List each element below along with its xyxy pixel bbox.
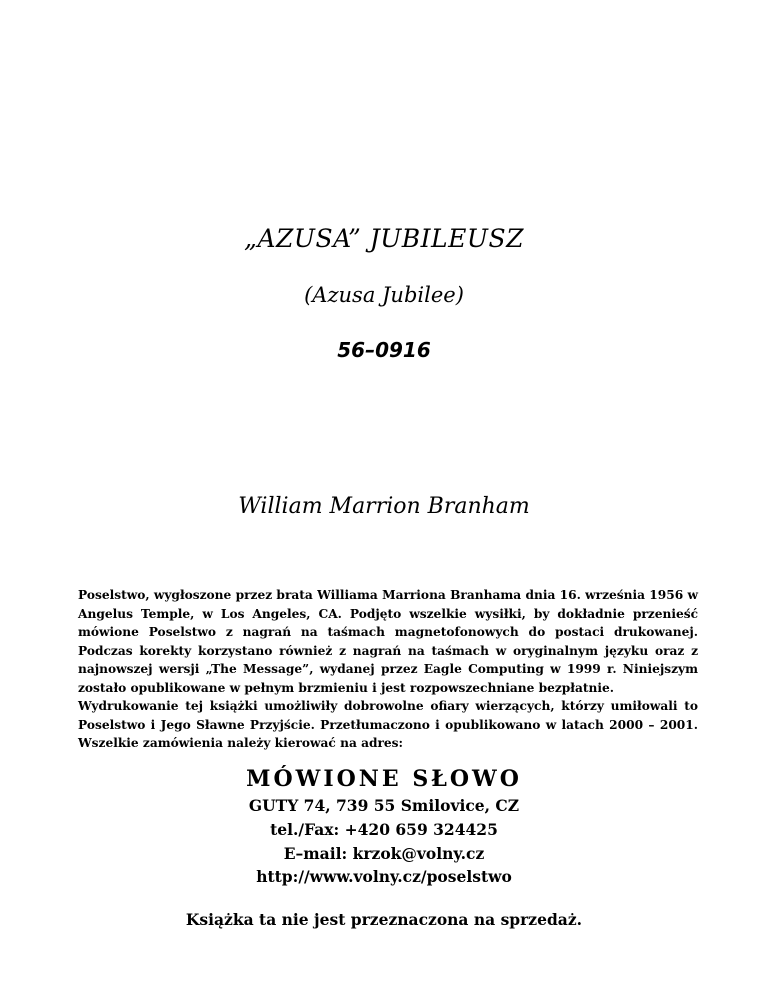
publisher-address: GUTY 74, 739 55 Smilovice, CZ xyxy=(248,796,520,815)
paragraph-line: Poselstwo i Jego Sławne Przyjście. Przetłumaczono i opublikowano w latach 2000 – 2001. xyxy=(78,717,698,732)
sermon-code: 56–0916 xyxy=(337,338,431,362)
not-for-sale-notice: Książka ta nie jest przeznaczona na sprzedaż. xyxy=(185,910,583,929)
paragraph-line: zostało opublikowane w pełnym brzmieniu i jest rozpowszechniane bezpłatnie. xyxy=(78,680,615,695)
paragraph-line: Wszelkie zamówienia należy kierować na adres: xyxy=(78,736,404,751)
document-subtitle: (Azusa Jubilee) xyxy=(304,283,464,307)
publisher-website: http://www.volny.cz/poselstwo xyxy=(256,867,512,886)
description-paragraph xyxy=(78,586,698,698)
publisher-name: MÓWIONE SŁOWO xyxy=(246,766,522,792)
document-title: „AZUSA” JUBILEUSZ xyxy=(244,224,524,253)
paragraph-line: Wydrukowanie tej książki umożliwiły dobrowolne ofiary wierzących, którzy umiłowali to xyxy=(78,699,698,713)
publisher-phone: tel./Fax: +420 659 324425 xyxy=(270,820,498,839)
paragraph-line: Podczas korekty korzystano również z nagrań na taśmach w oryginalnym języku oraz z xyxy=(78,643,698,658)
paragraph-line: mówione Poselstwo z nagrań na taśmach magnetofonowych do postaci drukowanej. xyxy=(78,625,698,640)
paragraph-line: Angelus Temple, w Los Angeles, CA. Podjęto wszelkie wysiłki, by dokładnie przenieść xyxy=(78,606,698,621)
publisher-email: E–mail: krzok@volny.cz xyxy=(283,844,485,863)
author-name: William Marrion Branham xyxy=(238,494,530,519)
paragraph-line: Poselstwo, wygłoszone przez brata Williama Marriona Branhama dnia 16. września 1956 w xyxy=(78,588,698,602)
funding-paragraph xyxy=(78,697,698,753)
paragraph-line: najnowszej wersji „The Message”, wydanej przez Eagle Computing w 1999 r. Niniejszym xyxy=(78,662,698,677)
